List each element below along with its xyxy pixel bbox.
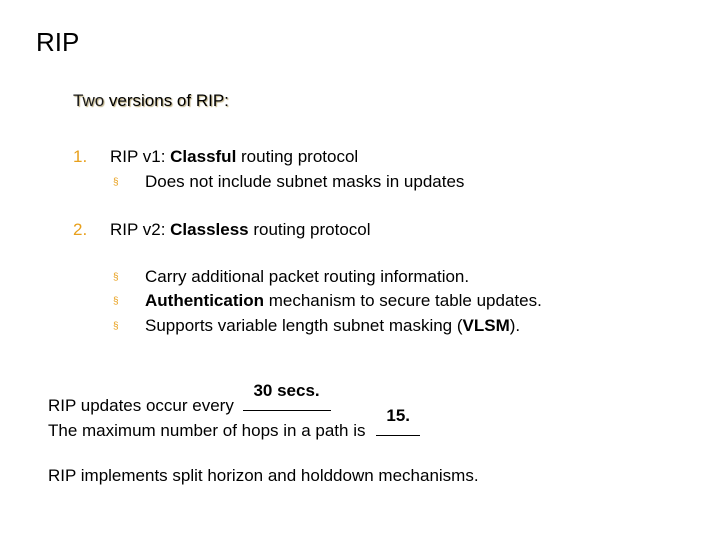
list-item-suffix: routing protocol [236,147,359,166]
bullet-icon: § [113,296,119,307]
list-item-bold: Classful [170,147,237,166]
list-number: 2. [73,220,88,239]
bullet-text: Does not include subnet masks in updates [145,172,465,191]
bullet-text-post: ). [509,316,521,335]
list-item-bold: Classless [170,220,249,239]
question-update-interval [48,381,331,417]
subtitle [73,90,229,112]
bullet-text-pre: Supports variable length subnet masking ( [145,316,463,335]
list-number: 1. [73,147,88,166]
list-item-prefix: RIP v1: [110,147,171,166]
answer-text: 30 secs. [253,381,320,400]
bullet-bold: VLSM [462,316,510,335]
bullet-item [113,170,464,197]
closing-note: RIP implements split horizon and holddown mechanisms. [48,466,479,485]
answer-blank [376,406,420,436]
list-item-rip-v2 [73,219,371,241]
answer-text: 15. [386,406,411,425]
list-item-rip-v1 [73,146,358,168]
bullet-text: mechanism to secure table updates. [264,291,542,310]
bullet-item [113,265,469,292]
subtitle-emphasis: Two [73,91,105,110]
question-max-hops [48,406,420,442]
list-item-suffix: routing protocol [248,220,371,239]
bullet-item [113,314,520,341]
bullet-text: Carry additional packet routing information. [145,267,470,286]
bullet-icon: § [113,177,119,188]
bullet-bold: Authentication [145,291,264,310]
slide-title: RIP [36,27,80,57]
subtitle-rest: versions of RIP: [104,91,229,110]
bullet-icon: § [113,272,119,283]
question-text: RIP updates occur every [48,396,239,415]
list-item-prefix: RIP v2: [110,220,171,239]
answer-blank [243,381,331,411]
bullet-item [113,289,542,316]
bullet-icon: § [113,321,119,332]
question-text: The maximum number of hops in a path is [48,421,371,440]
